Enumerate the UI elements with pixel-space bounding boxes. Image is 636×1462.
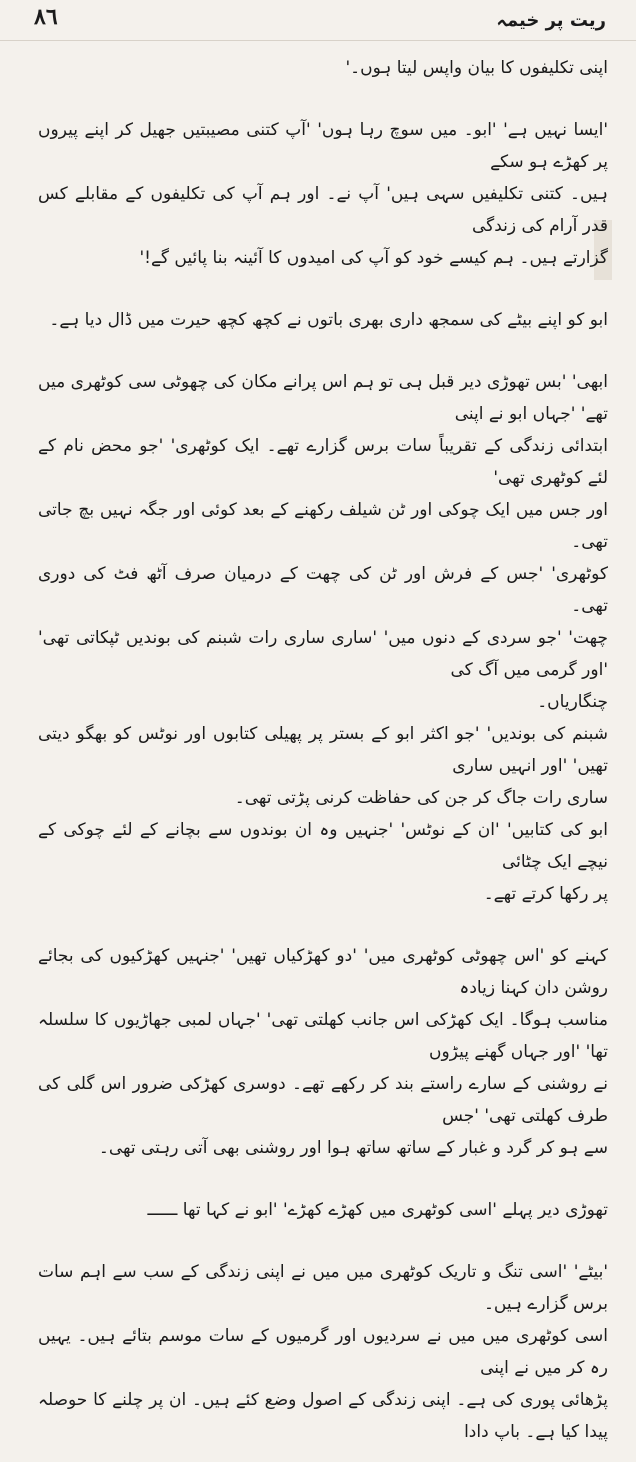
paragraph-line: گزارتے ہیں۔ ہم کیسے خود کو آپ کی امیدوں کا آئینہ بنا پائیں گے!' — [139, 248, 608, 268]
paragraph-line: کہنے کو 'اس چھوٹی کوٹھری میں' 'دو کھڑکیاں تھیں' 'جنہیں کھڑکیوں کی بجائے روشن دان کہنا زیادہ — [38, 946, 608, 998]
paragraph-line: تھوڑی دیر پہلے 'اسی کوٹھری میں کھڑے کھڑے' 'ابو نے کہا تھا ــــــ — [147, 1200, 608, 1220]
paragraph-line: ابو کی کتابیں' 'ان کے نوٹس' 'جنہیں وہ ان بوندوں سے بچانے کے لئے چوکی کے نیچے ایک چٹائی — [38, 820, 608, 872]
paragraph-line: پر رکھا کرتے تھے۔ — [483, 884, 608, 904]
paragraph-line: ابھی' 'بس تھوڑی دیر قبل ہی تو ہم اس پرانے مکان کی چھوٹی سی کوٹھری میں تھے' 'جہاں ابو نے اپنی — [38, 372, 608, 424]
paragraph-line: اسی کوٹھری میں میں نے سردیوں اور گرمیوں کے سات موسم بتائے ہیں۔ یہیں رہ کر میں نے اپنی — [38, 1326, 608, 1378]
paragraph-7 — [38, 1256, 608, 1448]
paragraph-line: اپنی تکلیفوں کا بیان واپس لیتا ہوں۔' — [345, 58, 608, 78]
paragraph-line: چھت' 'جو سردی کے دنوں میں' 'ساری ساری رات شبنم کی بوندیں ٹپکاتی تھی' 'اور گرمی میں آگ کی — [38, 628, 608, 680]
page-number: ٨٦ — [34, 4, 58, 30]
running-title: ریت پر خیمہ — [496, 10, 606, 31]
paragraph-line: مناسب ہوگا۔ ایک کھڑکی اس جانب کھلتی تھی' 'جہاں لمبی جھاڑیوں کا سلسلہ تھا' 'اور جہاں گھنے پیڑوں — [38, 1010, 608, 1062]
paragraph-line: ابتدائی زندگی کے تقریباً سات برس گزارے تھے۔ ایک کوٹھری' 'جو محض نام کے لئے کوٹھری تھی' — [38, 436, 608, 488]
paragraph-6 — [38, 1194, 608, 1226]
paragraph-line: پڑھائی پوری کی ہے۔ اپنی زندگی کے اصول وضع کئے ہیں۔ ان پر چلنے کا حوصلہ پیدا کیا ہے۔ باپ دادا — [38, 1390, 608, 1442]
paragraph-line: ہیں۔ کتنی تکلیفیں سہی ہیں' آپ نے۔ اور ہم آپ کی تکلیفوں کے مقابلے کس قدر آرام کی زندگی — [38, 184, 608, 236]
paragraph-line: کوٹھری' 'جس کے فرش اور ٹن کی چھت کے درمیان صرف آٹھ فٹ کی دوری تھی۔ — [38, 564, 608, 616]
paragraph-line: ساری رات جاگ کر جن کی حفاظت کرنی پڑتی تھی۔ — [234, 788, 608, 808]
paragraph-line: ابو کو اپنے بیٹے کی سمجھ داری بھری باتوں نے کچھ کچھ حیرت میں ڈال دیا ہے۔ — [49, 310, 608, 330]
page-header — [0, 0, 636, 41]
paragraph-line: شبنم کی بوندیں' 'جو اکثر ابو کے بستر پر پھیلی کتابوں اور نوٹس کو بھگو دیتی تھیں' 'اور انہیں ساری — [38, 724, 608, 776]
paragraph-5 — [38, 940, 608, 1164]
paragraph-line: چنگاریاں۔ — [537, 692, 608, 712]
paragraph-1 — [38, 52, 608, 84]
paragraph-line: اور جس میں ایک چوکی اور ٹن شیلف رکھنے کے بعد کوئی اور جگہ نہیں بچ جاتی تھی۔ — [38, 500, 608, 552]
paragraph-line: سے ہو کر گرد و غبار کے ساتھ ساتھ ہوا اور روشنی بھی آتی رہتی تھی۔ — [98, 1138, 608, 1158]
page-body — [38, 52, 608, 1462]
paragraph-line: 'ایسا نہیں ہے' 'ابو۔ میں سوچ رہا ہوں' 'آپ کتنی مصیبتیں جھیل کر اپنے پیروں پر کھڑے ہو سکے — [38, 120, 608, 172]
paragraph-line: 'بیٹے' 'اسی تنگ و تاریک کوٹھری میں میں نے اپنی زندگی کے سب سے اہم سات برس گزارے ہیں۔ — [38, 1262, 608, 1314]
paragraph-4 — [38, 366, 608, 910]
paragraph-3 — [38, 304, 608, 336]
paragraph-line: نے روشنی کے سارے راستے بند کر رکھے تھے۔ دوسری کھڑکی ضرور اس گلی کی طرف کھلتی تھی' 'جس — [38, 1074, 608, 1126]
paragraph-2 — [38, 114, 608, 274]
